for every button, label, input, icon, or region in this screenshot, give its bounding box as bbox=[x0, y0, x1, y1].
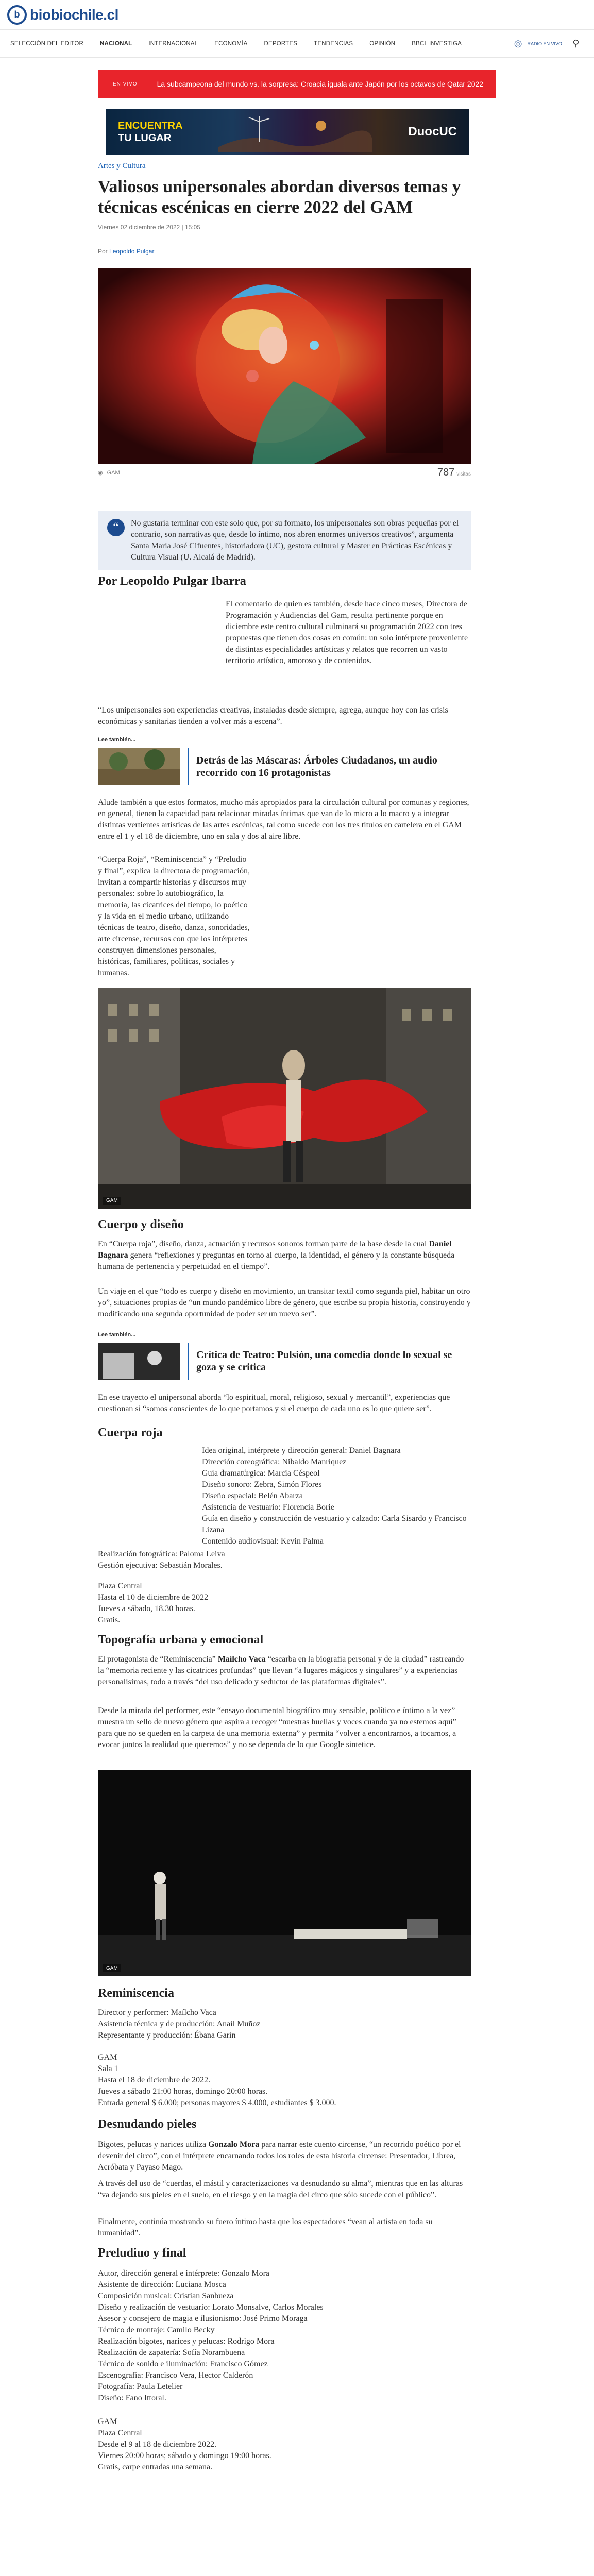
heading-desnudando: Desnudando pieles bbox=[98, 2117, 197, 2131]
section-tag[interactable]: Artes y Cultura bbox=[98, 162, 146, 170]
credit-line: Realización fotográfica: Paloma Leiva bbox=[98, 1550, 225, 1558]
credit-line: Realización de zapatería: Sofía Norambuena bbox=[98, 2348, 245, 2357]
radio-icon[interactable]: ◎ bbox=[514, 38, 522, 48]
photo-cuerpa-roja bbox=[98, 988, 471, 1209]
byline bbox=[98, 248, 471, 255]
credit-line: Asistencia técnica y de producción: Anaíl Muñoz bbox=[98, 2020, 261, 2028]
credit-line: Autor, dirección general e intérprete: Gonzalo Mora bbox=[98, 2269, 269, 2278]
nav-item-bbcl-investiga[interactable]: BBCL INVESTIGA bbox=[412, 40, 462, 47]
heading-reminiscencia: Reminiscencia bbox=[98, 1987, 174, 2000]
credit-line: Asistencia de vestuario: Florencia Borie bbox=[202, 1503, 334, 1512]
paragraph-10-part-c: para narrar este cuento circense, “un recorrido poético por el devenir del circo”, con el intérprete encarnando todos los roles de esta historia circense: Presentador, Librea, Acróbata y Payaso Mago. bbox=[98, 2140, 461, 2172]
author-link[interactable]: Leopoldo Pulgar bbox=[109, 248, 155, 255]
paragraph-5 bbox=[98, 1239, 471, 1273]
paragraph-1: El comentario de quien es también, desde hace cinco meses, Directora de Programación y Audiencias del Gam, resulta pertinente porque en diciembre este centro cultural culminará su programación 2022 con tres propuestas que tienen dos cosas en común: un solo intérprete proveniente de distintas especialidades artísticas y relatos que recorren un vasto territorio artístico, amoroso y de contenidos. bbox=[226, 600, 468, 665]
artist-mailcho-vaca: Maílcho Vaca bbox=[217, 1655, 266, 1664]
ad-landscape-illustration bbox=[218, 111, 372, 152]
info-reminiscencia bbox=[98, 2052, 471, 2109]
photo-2-caption: GAM bbox=[103, 1964, 121, 1972]
info-preludio bbox=[98, 2416, 471, 2473]
credit-line: Gestión ejecutiva: Sebastián Morales. bbox=[98, 1561, 223, 1570]
info-line: Entrada general $ 6.000; personas mayores $ 4.000, estudiantes $ 3.000. bbox=[98, 2098, 336, 2107]
related-thumb-2-image bbox=[98, 1343, 180, 1380]
lead-quote bbox=[98, 511, 471, 570]
search-icon[interactable]: ⚲ bbox=[572, 38, 580, 48]
credit-line: Idea original, intérprete y dirección general: Daniel Bagnara bbox=[202, 1446, 401, 1455]
info-line: Hasta el 10 de diciembre de 2022 bbox=[98, 1593, 209, 1602]
paragraph-2: “Los unipersonales son experiencias creativas, instaladas desde siempre, agrega, aunque hoy con las crisis económicas y sanitarias tienden a volver más a escena”. bbox=[98, 706, 448, 726]
quote-icon: “ bbox=[107, 519, 125, 536]
info-line: Plaza Central bbox=[98, 2429, 142, 2437]
credit-line: Asesor y consejero de magia e ilusionismo: José Primo Moraga bbox=[98, 2314, 308, 2323]
info-line: GAM bbox=[98, 2417, 117, 2426]
view-count-number: 787 bbox=[437, 467, 455, 478]
heading-cuerpa-roja: Cuerpa roja bbox=[98, 1426, 163, 1439]
credits-cuerpa-roja-2 bbox=[98, 1549, 471, 1571]
related-thumb-1 bbox=[98, 748, 180, 785]
photo-reminiscencia-image bbox=[98, 1770, 471, 1976]
nav-item-nacional[interactable]: NACIONAL bbox=[100, 40, 132, 47]
credit-line: Guía en diseño y construcción de vestuario y calzado: Carla Sisardo y Francisco Lizana bbox=[202, 1514, 467, 1534]
byline-prefix: Por bbox=[98, 248, 108, 255]
radio-live-badge[interactable]: RADIO EN VIVO bbox=[527, 41, 562, 46]
main-nav bbox=[0, 30, 594, 58]
info-line: Jueves a sábado, 18.30 horas. bbox=[98, 1604, 195, 1613]
credits-preludio bbox=[98, 2268, 471, 2404]
nav-item-opinion[interactable]: OPINIÓN bbox=[369, 40, 396, 47]
related-title-2[interactable]: Crítica de Teatro: Pulsión, una comedia donde lo sexual se goza y se critica bbox=[196, 1349, 452, 1373]
credit-line: Dirección coreográfica: Nibaldo Manríquez bbox=[202, 1458, 347, 1466]
paragraph-5-part-a: En “Cuerpa roja”, diseño, danza, actuación y recursos sonoros forman parte de la base desde la cual bbox=[98, 1240, 429, 1248]
credit-line: Diseño sonoro: Zebra, Simón Flores bbox=[202, 1480, 322, 1489]
info-cuerpa-roja bbox=[98, 1581, 471, 1626]
paragraph-7: En ese trayecto el unipersonal aborda “lo espiritual, moral, religioso, sexual y mercantil”, experiencias que cuestionan si “somos conscientes de lo que portamos y si el cuerpo de cada uno es lo que quiere ser”. bbox=[98, 1393, 450, 1413]
credit-line: Guía dramatúrgica: Marcia Céspeol bbox=[202, 1469, 320, 1478]
photo-1-caption: GAM bbox=[103, 1197, 121, 1205]
related-label-1: Lee también... bbox=[98, 737, 136, 743]
nav-item-economia[interactable]: ECONOMÍA bbox=[214, 40, 248, 47]
view-count-label: visitas bbox=[456, 471, 471, 477]
article-title: Valiosos unipersonales abordan diversos temas y técnicas escénicas en cierre 2022 del GAM bbox=[98, 177, 461, 217]
paragraph-12: Finalmente, continúa mostrando su fuero íntimo hasta que los espectadores “vean al artista en toda su humanidad”. bbox=[98, 2217, 433, 2238]
paragraph-5-part-c: genera “reflexiones y preguntas en torno al cuerpo, la identidad, el género y la constante búsqueda humana de pertenencia y perpetuidad en el tiempo”. bbox=[98, 1251, 455, 1271]
photo-cuerpa-roja-image bbox=[98, 988, 471, 1209]
related-accent-bar-1 bbox=[188, 748, 189, 785]
related-article-2[interactable] bbox=[98, 1343, 471, 1380]
credit-line: Diseño y realización de vestuario: Lorato Monsalve, Carlos Morales bbox=[98, 2303, 324, 2312]
nav-item-seleccion[interactable]: SELECCIÓN DEL EDITOR bbox=[10, 40, 84, 47]
info-line: Gratis. bbox=[98, 1616, 121, 1624]
info-line: GAM bbox=[98, 2053, 117, 2062]
info-line: Gratis, carpe entradas una semana. bbox=[98, 2463, 213, 2471]
paragraph-8-part-a: El protagonista de “Reminiscencia” bbox=[98, 1655, 218, 1664]
lead-quote-text: No gustaría terminar con este solo que, por su formato, los unipersonales son obras pequeñas por el contrario, son narrativas que, desde lo íntimo, nos abren enormes universos creativos”, argumenta Santa María José Cifuentes, historiadora (UC), gestora cultural y Master en Prácticas Escénicas y Cultura Visual (U. Alcalá de Madrid). bbox=[131, 519, 459, 562]
related-title-1[interactable]: Detrás de las Máscaras: Árboles Ciudadanos, un audio recorrido con 16 protagonistas bbox=[196, 755, 437, 778]
paragraph-8 bbox=[98, 1654, 471, 1688]
related-label-2: Lee también... bbox=[98, 1332, 136, 1338]
author-heading: Por Leopoldo Pulgar Ibarra bbox=[98, 574, 246, 588]
paragraph-10-part-a: Bigotes, pelucas y narices utiliza bbox=[98, 2140, 209, 2149]
info-line: Desde el 9 al 18 de diciembre 2022. bbox=[98, 2440, 217, 2449]
nav-item-tendencias[interactable]: TENDENCIAS bbox=[314, 40, 353, 47]
heading-preludio: Preludiuo y final bbox=[98, 2246, 186, 2260]
paragraph-6: Un viaje en el que “todo es cuerpo y diseño en movimiento, un transitar textil como segunda piel, habitar un otro yo”, situaciones propias de “un mundo pandémico libre de género, que escribe su propia historia, construyendo y modificando una segunda oportunidad de poder ser un nuevo ser”. bbox=[98, 1287, 471, 1318]
paragraph-3: Alude también a que estos formatos, mucho más apropiados para la circulación cultural por comunas y regiones, en general, tienen la capacidad para relacionar miradas íntimas que van de lo micro a lo macro y a integrar distintas vertientes artísticas de las artes escénicas, tal como sucede con los tres títulos en cartelera en el GAM entre el 1 y el 18 de diciembre, uno en sala y dos al aire libre. bbox=[98, 798, 469, 841]
info-line: Sala 1 bbox=[98, 2064, 118, 2073]
credit-line: Diseño: Fano Ittoral. bbox=[98, 2394, 166, 2402]
paragraph-8-part-c: “escarba en la biografía personal y de la ciudad” rastreando la “memoria reciente y las cicatrices profundas” que llevan “a lugares mágicos y singulares” y a experiencias personalísimas, todo a través “del uso delicado y seductor de las plataformas digitales”. bbox=[98, 1655, 464, 1686]
paragraph-9: Desde la mirada del performer, este “ensayo documental biográfico muy sensible, político e íntimo a la vez” muestra un sello de nuevo género que aspira a recoger “nuestras huellas y voces cuando ya no estemos aquí” para que no se queden en la carpeta de una memoria externa” y permita “volver a encontrarnos, a tocarnos, a evocar juntos la realidad que queremos” y no se dependa de lo que Google sintetice. bbox=[98, 1706, 456, 1749]
ad-line-1: ENCUENTRA bbox=[118, 120, 183, 131]
camera-icon: ◉ bbox=[98, 470, 103, 476]
paragraph-4: “Cuerpa Roja”, “Reminiscencia” y “Preludio y final”, explica la directora de programación, invitan a compartir historias y discursos muy personales: sobre lo autobiográfico, la memoria, las cicatrices del tiempo, lo poético y la vida en el medio urbano, utilizando técnicas de teatro, diseño, danza, sonoridades, arte circense, recursos con que los intérpretes construyen dimensiones personales, históricas, familiares, políticas, sociales y humanas. bbox=[98, 855, 250, 977]
credit-line: Realización bigotes, narices y pelucas: Rodrigo Mora bbox=[98, 2337, 275, 2346]
advertisement[interactable] bbox=[106, 109, 469, 155]
view-count bbox=[437, 467, 471, 479]
credit-line: Fotografía: Paula Letelier bbox=[98, 2382, 183, 2391]
heading-topografia: Topografía urbana y emocional bbox=[98, 1633, 264, 1647]
related-thumb-2 bbox=[98, 1343, 180, 1380]
related-accent-bar-2 bbox=[188, 1343, 189, 1380]
nav-item-deportes[interactable]: DEPORTES bbox=[264, 40, 298, 47]
credit-line: Director y performer: Maílcho Vaca bbox=[98, 2008, 216, 2017]
heading-cuerpo-diseno: Cuerpo y diseño bbox=[98, 1218, 184, 1231]
credit-line: Composición musical: Cristian Sanbueza bbox=[98, 2292, 234, 2300]
credit-line: Contenido audiovisual: Kevin Palma bbox=[202, 1537, 324, 1546]
credits-reminiscencia bbox=[98, 2007, 471, 2041]
info-line: Plaza Central bbox=[98, 1582, 142, 1590]
site-logo[interactable] bbox=[7, 5, 118, 25]
nav-right bbox=[514, 35, 592, 53]
info-line: Hasta el 18 de diciembre de 2022. bbox=[98, 2076, 211, 2084]
credit-line: Técnico de sonido e iluminación: Francisco Gómez bbox=[98, 2360, 268, 2368]
hero-illustration bbox=[98, 268, 471, 464]
credit-line: Representante y producción: Ébana Garín bbox=[98, 2031, 236, 2040]
nav-item-internacional[interactable]: INTERNACIONAL bbox=[148, 40, 198, 47]
ad-brand: DuocUC bbox=[408, 125, 457, 139]
logo-mark: b bbox=[7, 5, 27, 25]
hero-caption-row bbox=[98, 467, 471, 479]
artist-gonzalo-mora: Gonzalo Mora bbox=[208, 2140, 260, 2149]
credit-line: Escenografía: Francisco Vera, Hector Calderón bbox=[98, 2371, 253, 2380]
live-tag: EN VIVO bbox=[113, 81, 138, 87]
credit-line: Diseño espacial: Belén Abarza bbox=[202, 1492, 303, 1500]
live-banner-text: La subcampeona del mundo vs. la sorpresa: Croacia iguala ante Japón por los octavos de Qatar 2022 bbox=[157, 80, 484, 88]
site-header bbox=[0, 0, 594, 30]
artist-daniel-bagnara: Daniel Bagnara bbox=[98, 1240, 452, 1260]
related-thumb-1-image bbox=[98, 748, 180, 785]
paragraph-11: A través del uso de “cuerdas, el mástil y caracterizaciones va desnudando su alma”, mientras que en las alturas “va dejando sus pieles en el suelo, en el riesgo y en la magia del circo que sólo sucede con el público”. bbox=[98, 2179, 463, 2199]
info-line: Viernes 20:00 horas; sábado y domingo 19:00 horas. bbox=[98, 2451, 271, 2460]
logo-text: biobiochile.cl bbox=[30, 6, 118, 23]
info-line: Jueves a sábado 21:00 horas, domingo 20:00 horas. bbox=[98, 2087, 268, 2096]
credits-cuerpa-roja bbox=[202, 1445, 471, 1547]
paragraph-10 bbox=[98, 2139, 471, 2173]
article-date: Viernes 02 diciembre de 2022 | 15:05 bbox=[98, 224, 201, 231]
credit-line: Técnico de montaje: Camilo Becky bbox=[98, 2326, 215, 2334]
ad-line-2: TU LUGAR bbox=[118, 132, 172, 144]
credit-line: Asistente de dirección: Luciana Mosca bbox=[98, 2280, 226, 2289]
ad-headline bbox=[118, 120, 183, 144]
hero-image bbox=[98, 268, 471, 464]
related-article-1[interactable] bbox=[98, 748, 471, 785]
hero-caption: GAM bbox=[107, 469, 120, 476]
photo-reminiscencia bbox=[98, 1770, 471, 1976]
live-banner[interactable] bbox=[98, 70, 496, 98]
